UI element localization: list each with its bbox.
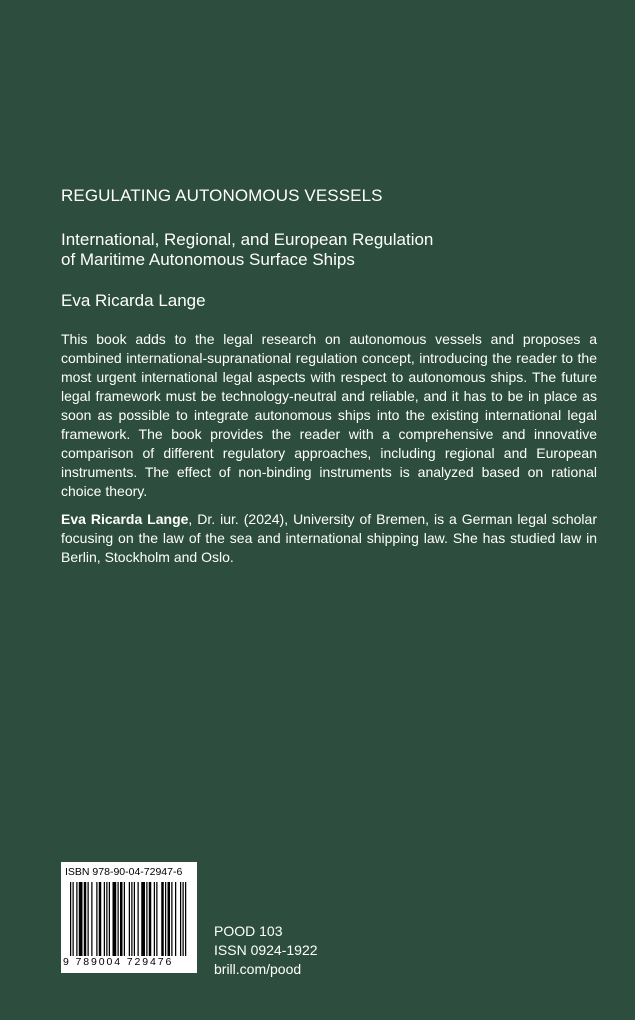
subtitle-line-1: International, Regional, and European Regulation	[61, 230, 434, 249]
series-number: POOD 103	[214, 923, 283, 939]
barcode-bars	[70, 882, 192, 956]
author-name: Eva Ricarda Lange	[61, 291, 206, 310]
author-bio-name: Eva Ricarda Lange	[61, 511, 189, 527]
issn: ISSN 0924-1922	[214, 942, 318, 958]
website-link[interactable]: brill.com/pood	[214, 961, 302, 977]
imprint-block	[214, 922, 318, 979]
author-bio	[61, 510, 597, 567]
author-bio-text: , Dr. iur. (2024), University of Bremen, is a German legal scholar focusing on the law of the sea and international shipping law. She has studied law in Berlin, Stockholm and Oslo.	[61, 511, 597, 565]
series-title: REGULATING AUTONOMOUS VESSELS	[61, 186, 383, 205]
subtitle	[61, 230, 531, 270]
book-description: This book adds to the legal research on autonomous vessels and proposes a combined international-supranational regulation concept, introducing the reader to the most urgent international legal aspects with respect to autonomous ships. The future legal framework must be technology-neutral and reliable, and it has to be in place as soon as possible to integrate autonomous ships into the existing international legal framework. The book provides the reader with a comprehensive and innovative comparison of different regulatory approaches, including regional and European instruments. The effect of non-binding instruments is analyzed based on rational choice theory.	[61, 331, 597, 499]
barcode	[61, 862, 197, 973]
barcode-isbn: ISBN 978-90-04-72947-6	[65, 866, 183, 878]
subtitle-line-2: of Maritime Autonomous Surface Ships	[61, 250, 355, 269]
barcode-digits: 9 789004 729476	[63, 956, 174, 968]
